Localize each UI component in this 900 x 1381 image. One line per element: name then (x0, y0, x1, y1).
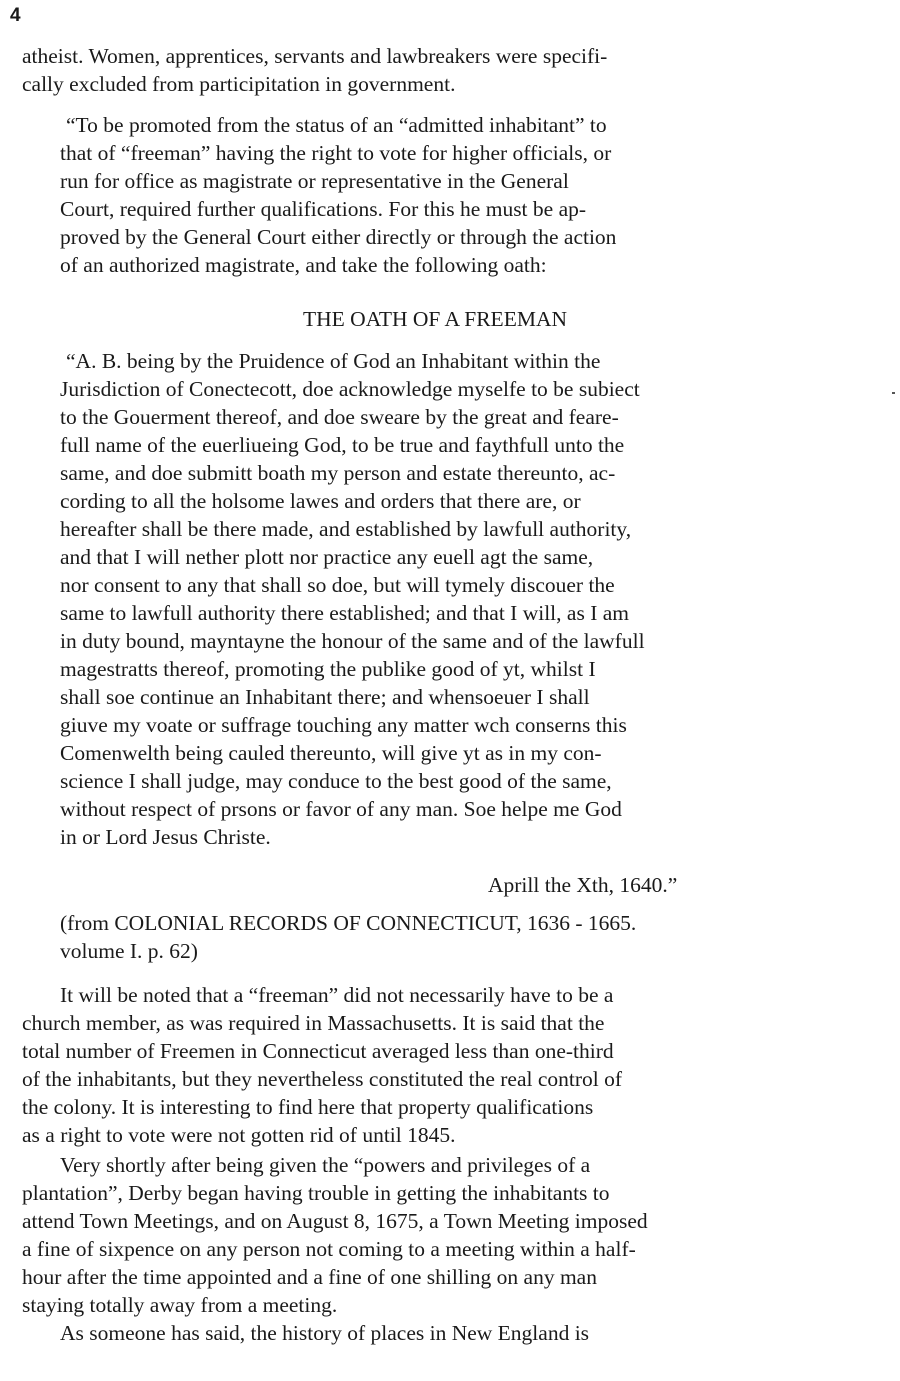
oath-heading: THE OATH OF A FREEMAN (303, 307, 567, 331)
text-line: nor consent to any that shall so doe, but will tymely discouer the (60, 573, 615, 597)
text-line: in or Lord Jesus Christe. (60, 825, 271, 849)
margin-mark (892, 392, 895, 394)
text-line: hour after the time appointed and a fine of one shilling on any man (22, 1265, 597, 1289)
text-line: cording to all the holsome lawes and orders that there are, or (60, 489, 581, 513)
text-line: proved by the General Court either directly or through the action (60, 225, 617, 249)
text-line: in duty bound, mayntayne the honour of the same and of the lawfull (60, 629, 645, 653)
text-line: staying totally away from a meeting. (22, 1293, 338, 1317)
text-line: to the Gouerment thereof, and doe sweare by the great and feare- (60, 405, 619, 429)
text-line: and that I will nether plott nor practice any euell agt the same, (60, 545, 594, 569)
text-line: total number of Freemen in Connecticut averaged less than one-third (22, 1039, 614, 1063)
text-line: cally excluded from participitation in government. (22, 72, 456, 96)
text-line: magestratts thereof, promoting the publike good of yt, whilst I (60, 657, 596, 681)
oath-text (60, 347, 645, 851)
intro-paragraph (22, 42, 607, 98)
text-line: Jurisdiction of Conectecott, doe acknowledge myselfe to be subiect (60, 377, 640, 401)
text-line: as a right to vote were not gotten rid of until 1845. (22, 1123, 456, 1147)
text-line: Comenwelth being cauled thereunto, will give yt as in my con- (60, 741, 602, 765)
text-line: giuve my voate or suffrage touching any matter wch conserns this (60, 713, 627, 737)
text-line: a fine of sixpence on any person not coming to a meeting within a half- (22, 1237, 636, 1261)
oath-date: Aprill the Xth, 1640.” (488, 873, 678, 897)
noted-paragraph (22, 981, 623, 1149)
text-line: Very shortly after being given the “powers and privileges of a (60, 1153, 591, 1177)
history-paragraph (60, 1319, 589, 1347)
text-line: that of “freeman” having the right to vote for higher officials, or (60, 141, 612, 165)
freeman-paragraph (60, 111, 617, 279)
text-line: “To be promoted from the status of an “admitted inhabitant” to (66, 113, 607, 137)
text-line: plantation”, Derby began having trouble in getting the inhabitants to (22, 1181, 610, 1205)
page-number: 4 (10, 5, 21, 26)
text-line: full name of the euerliueing God, to be true and faythfull unto the (60, 433, 625, 457)
text-line: same, and doe submitt boath my person and estate thereunto, ac- (60, 461, 616, 485)
text-line: Court, required further qualifications. For this he must be ap- (60, 197, 587, 221)
text-line: As someone has said, the history of places in New England is (60, 1321, 590, 1345)
text-line: “A. B. being by the Pruidence of God an Inhabitant within the (66, 349, 601, 373)
derby-paragraph (22, 1151, 648, 1319)
citation (60, 909, 636, 965)
text-line: attend Town Meetings, and on August 8, 1675, a Town Meeting imposed (22, 1209, 648, 1233)
text-line: atheist. Women, apprentices, servants and lawbreakers were specifi- (22, 44, 608, 68)
text-line: It will be noted that a “freeman” did not necessarily have to be a (60, 983, 614, 1007)
text-line: the colony. It is interesting to find here that property qualifications (22, 1095, 594, 1119)
text-line: (from COLONIAL RECORDS OF CONNECTICUT, 1636 - 1665. (60, 911, 637, 935)
text-line: of the inhabitants, but they nevertheless constituted the real control of (22, 1067, 623, 1091)
text-line: shall soe continue an Inhabitant there; and whensoeuer I shall (60, 685, 590, 709)
text-line: same to lawfull authority there established; and that I will, as I am (60, 601, 629, 625)
text-line: without respect of prsons or favor of any man. Soe helpe me God (60, 797, 622, 821)
text-line: run for office as magistrate or representative in the General (60, 169, 569, 193)
text-line: of an authorized magistrate, and take the following oath: (60, 253, 547, 277)
text-line: science I shall judge, may conduce to the best good of the same, (60, 769, 612, 793)
text-line: volume I. p. 62) (60, 939, 198, 963)
text-line: church member, as was required in Massachusetts. It is said that the (22, 1011, 605, 1035)
text-line: hereafter shall be there made, and established by lawfull authority, (60, 517, 632, 541)
